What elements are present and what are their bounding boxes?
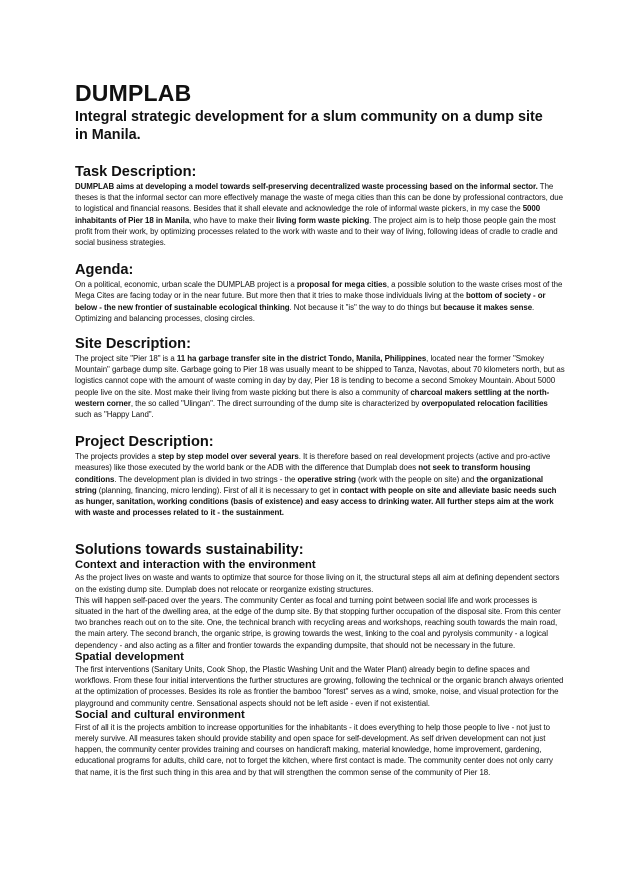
subsection-heading: Context and interaction with the environment (75, 559, 316, 572)
text-run: As the project lives on waste and wants to optimize that source for those living on it, the structural steps all aim at defining dependent sectors on the existing dump site. Dumplab does not relocate or reorganize existing structures. (75, 573, 560, 594)
bold-text-run: proposal for mega cities (296, 280, 387, 290)
bold-text-run: because it makes sense (443, 302, 533, 312)
subsection-heading: Social and cultural environment (75, 708, 245, 721)
bold-text-run: living form waste picking (276, 215, 370, 225)
section-paragraph (75, 279, 565, 324)
text-run: . Optimizing and balancing processes, closing circles. (75, 302, 535, 323)
section-heading: Solutions towards sustainability: (75, 542, 304, 559)
section-paragraph (75, 451, 565, 518)
section-site-description (75, 335, 565, 420)
section-paragraph (75, 353, 565, 420)
subsection-heading: Spatial development (75, 650, 184, 663)
text-run: . The development plan is divided in two strings - the (114, 474, 298, 484)
section-solutions (75, 541, 565, 777)
text-run: The theses is that the informal sector can more effectively manage the waste of mega cities than this can be done by professional contractors, due to logistical and financial reasons. Besides that it shall elevate and acknowledge the role of informal waste pickers, in my case the (75, 182, 563, 214)
subsection-paragraph (75, 722, 565, 778)
document-subtitle: Integral strategic development for a slum community on a dump site in Manila. (75, 109, 543, 143)
subsection-paragraph (75, 664, 565, 709)
bold-text-run: contact with people on site and alleviate basic needs such as hunger, sanitation, working conditions (basis of existence) and easy access to drinking water. All further steps aim at the work with waste and processes related to it - the sustainment. (75, 485, 557, 518)
text-run: . It is therefore based on real development projects (active and pro-active measures) like those executed by the world bank or the ADB with the difference that Dumplab does (75, 452, 551, 473)
text-run: The projects provides a (75, 452, 159, 462)
text-run: The first interventions (Sanitary Units, Cook Shop, the Plastic Washing Unit and the Water Plant) already begin to define spaces and workflows. From these four initial interventions the further structures are growing, following the technical or the organic branch always oriented at the optimization of processes. Besides its role as frontier the bamboo "forest" serves as a wind, smoke, noise, and visual protection for the playground and community centre. Sensational aspects should not be left aside - even if not existential. (75, 664, 564, 708)
document-content (75, 80, 565, 778)
bold-text-run: the organizational string (75, 474, 544, 495)
subsection-spatial (75, 651, 565, 709)
text-run: First of all it is the projects ambition to increase opportunities for the inhabitants - it does everything to help those people to live - not just to merely survive. All measures taken should provide stability and open space for self-development. As self driven development can not just happen, the community center provides training and courses on handicraft making, material knowledge, home improvement, gardening, educational programs for adults, child care, not to forget the kitchen, where first contact is made. The community center does not only carry that name, it is the first such thing in this area and by that will strengthen the common sense of the community of Pier 18. (75, 722, 553, 777)
bold-text-run: bottom of society - or below - the new frontier of sustainable ecological thinking (75, 291, 546, 312)
section-heading: Site Description: (75, 336, 191, 353)
subsection-social (75, 709, 565, 778)
section-heading: Project Description: (75, 434, 214, 451)
bold-text-run: 5000 inhabitants of Pier 18 in Manila (75, 204, 541, 225)
subsection-context (75, 559, 565, 650)
text-run: . The project aim is to help those people gain the most profit from their work, by optimizing processes related to the work with waste and to their way of living, following ideas of cradle to cradle and social business strategies. (75, 215, 558, 248)
bold-text-run: charcoal makers settling at the north-western corner (75, 387, 550, 408)
text-run: This will happen self-paced over the years. The community Center as focal and turning point between social life and work processes is situated in the hart of the dwelling area, at the edge of the dump site. By that stopping further occupation of the disposal site. From this center two branches reach out on to the site. One, the technical branch with recycling areas and workshops, reaching south towards the main road, the main artery. The second branch, the organic stripe, is growing towards the west, linking to the coal and pyrolysis community - a logical dependency - and also acting as a filter and frontier towards the expanding dumpsite, that should not be necessary in the future. (75, 595, 561, 650)
bold-text-run: operative string (297, 474, 356, 484)
section-task-description (75, 163, 565, 248)
text-run: (planning, financing, micro lending). First of all it is necessary to get in (96, 485, 341, 495)
document-title: DUMPLAB (75, 80, 192, 106)
bold-text-run: not seek to transform housing conditions (75, 463, 531, 484)
section-heading: Agenda: (75, 262, 134, 279)
section-agenda (75, 261, 565, 324)
bold-text-run: DUMPLAB aims at developing a model towards self-preserving decentralized waste processing based on the informal sector. (75, 182, 538, 191)
text-run: , a possible solution to the waste crises most of the Mega Cites are facing today or in the near future. But more then that it tries to make those individuals living at the (75, 280, 563, 301)
section-paragraph (75, 181, 565, 248)
text-run: such as "Happy Land". (75, 410, 154, 420)
bold-text-run: step by step model over several years (158, 452, 299, 462)
subsection-paragraph (75, 595, 565, 651)
text-run: . Not because it "is" the way to do things but (289, 302, 444, 312)
text-run: The project site "Pier 18" is a (75, 354, 177, 364)
bold-text-run: 11 ha garbage transfer site in the district Tondo, Manila, Philippines (176, 354, 427, 364)
section-heading: Task Description: (75, 164, 197, 180)
subsection-paragraph (75, 572, 565, 594)
text-run: , located near the former "Smokey Mountain" garbage dump site. Garbage going to Pier 18 was usually meant to be shipped to Tanza, Navotas, about 70 kilometers north, but as logistics cannot cope with the amount of waste coming in day by day, Pier 18 is tending to become a second Smokey Mountain. About 5000 people live on the site. Most make their living from waste picking but there is also a community of (75, 354, 565, 397)
text-run: On a political, economic, urban scale the DUMPLAB project is a (75, 280, 297, 290)
bold-text-run: overpopulated relocation facilities (421, 398, 548, 408)
text-run: (work with the people on site) and (355, 474, 477, 484)
section-project-description (75, 433, 565, 518)
text-run: , who have to make their (189, 215, 277, 225)
text-run: , the so called "Ulingan". The direct surrounding of the dump site is characterized by (130, 398, 422, 408)
